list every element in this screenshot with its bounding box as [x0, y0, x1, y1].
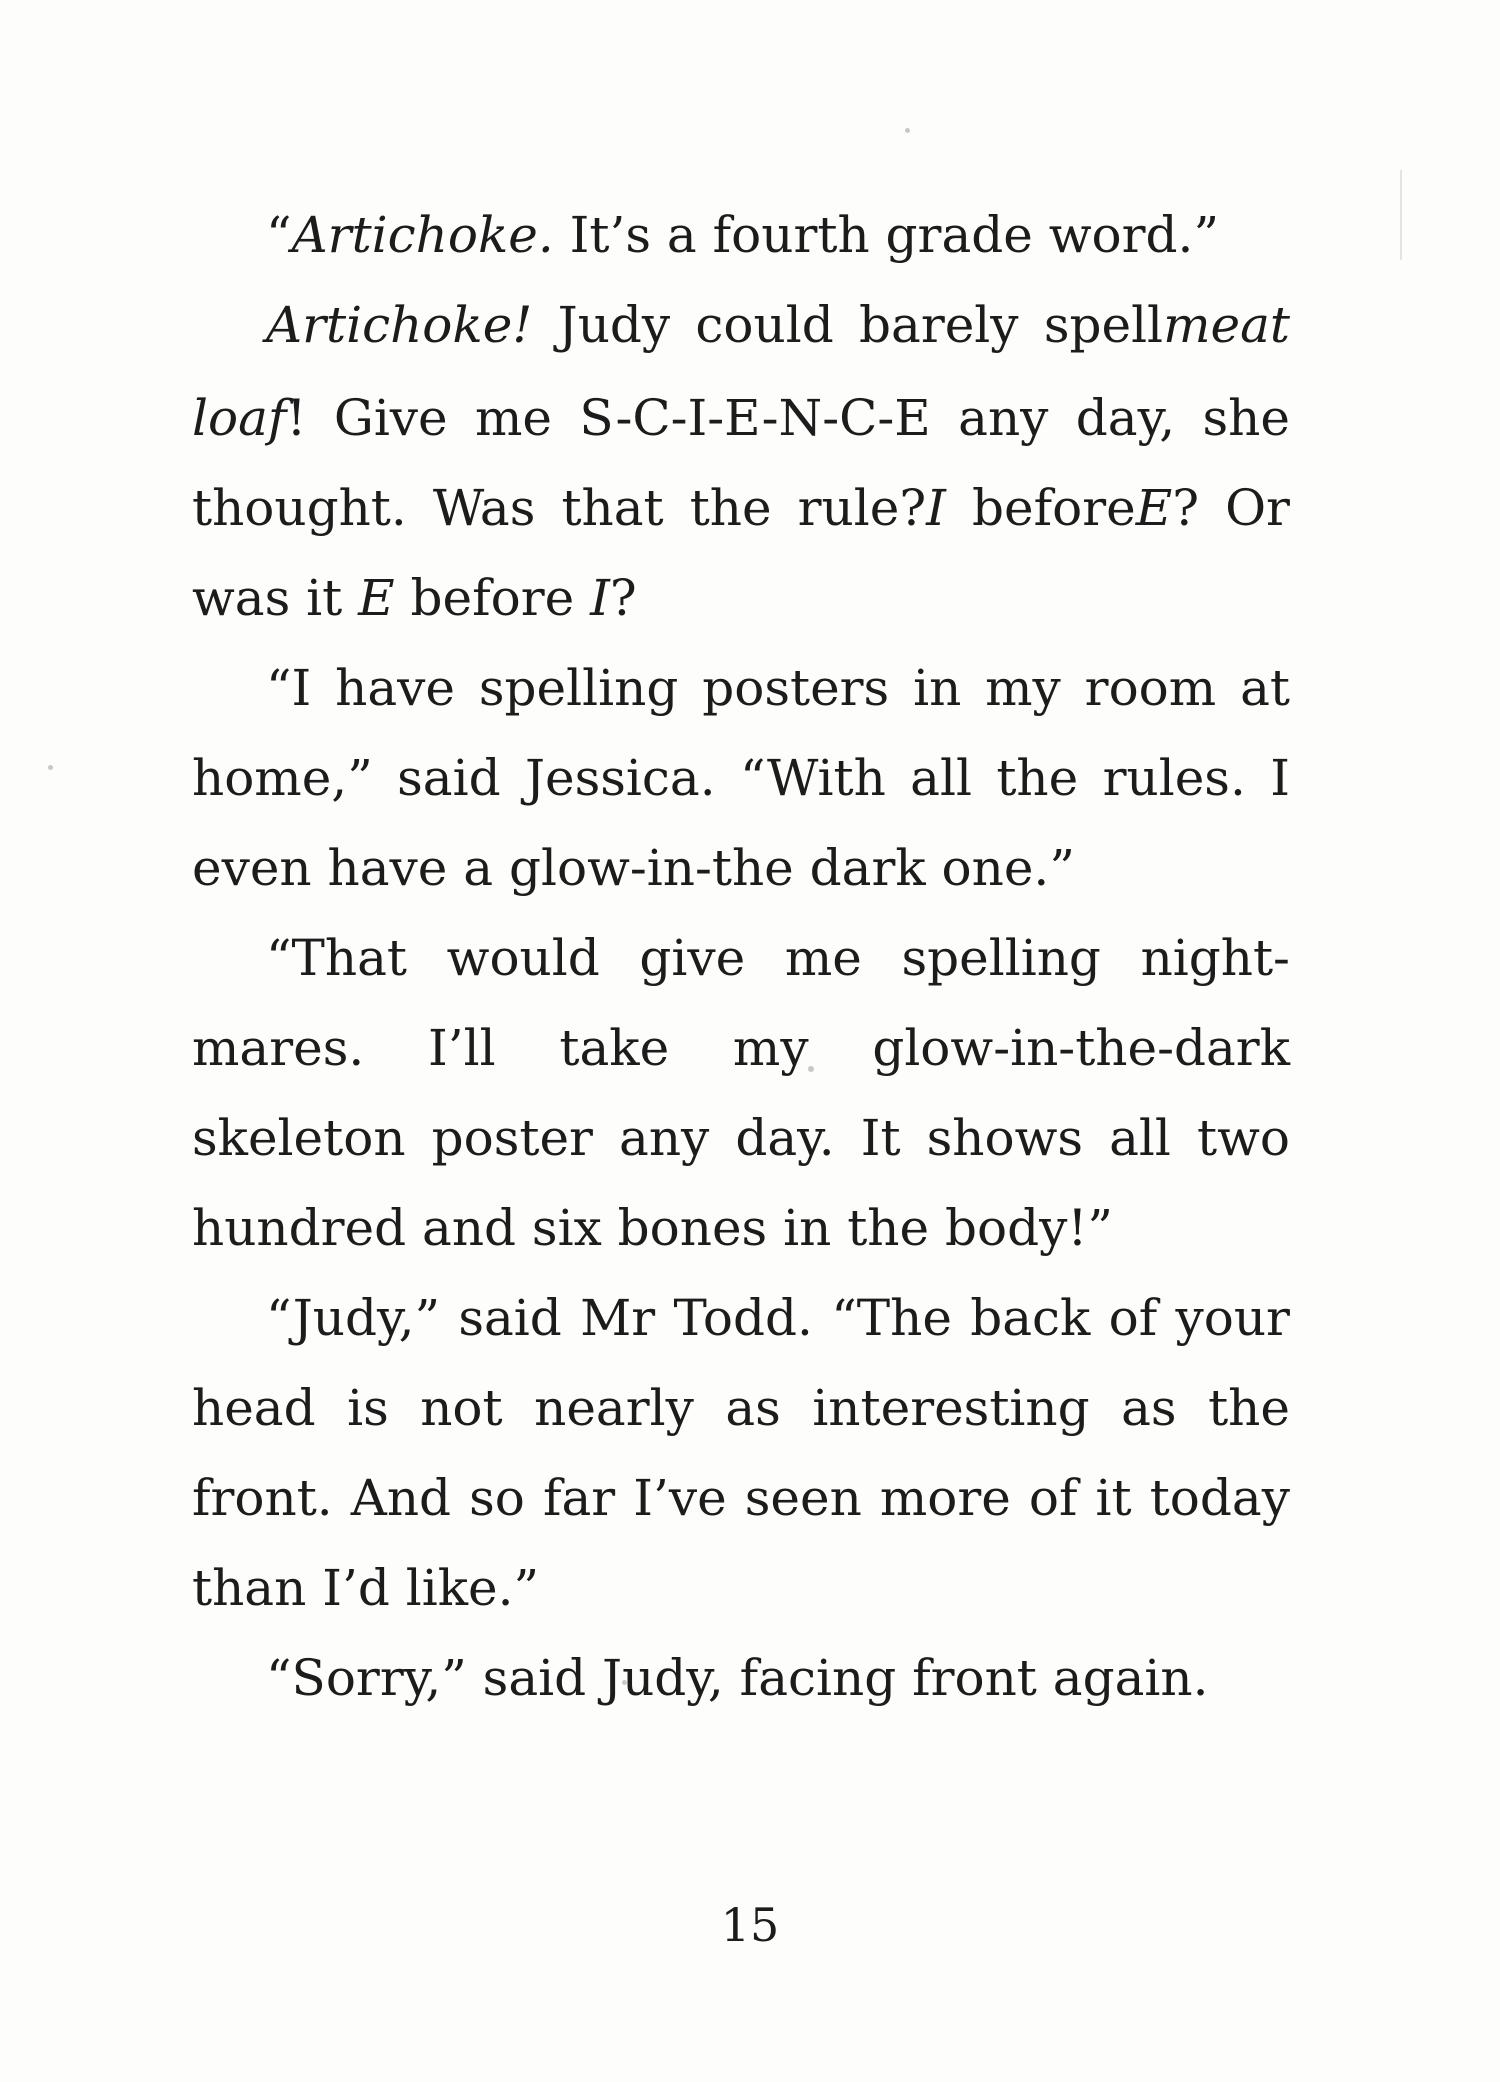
text-line [192, 473, 1290, 543]
word: today [1149, 1469, 1290, 1527]
word: “The [831, 1289, 952, 1347]
word: “Judy,” [266, 1289, 441, 1347]
word: so [469, 1469, 525, 1527]
word: shows [926, 1109, 1084, 1167]
scan-margin-mark [1400, 170, 1402, 260]
word: any [958, 389, 1049, 447]
word: the [1208, 1379, 1290, 1437]
text-run: than I’d like.” [192, 1559, 540, 1617]
word: Was [432, 479, 536, 537]
word: And [350, 1469, 452, 1527]
word: back [970, 1289, 1091, 1347]
word: day, [1075, 389, 1176, 447]
text-line [192, 383, 1290, 453]
word: take [559, 1019, 670, 1077]
text-line [192, 833, 1075, 903]
word: S-C-I-E-N-C-E [579, 389, 931, 447]
word: seen [744, 1469, 862, 1527]
word: my [732, 1019, 809, 1077]
word: of [1028, 1469, 1078, 1527]
word: Jessica. [524, 749, 716, 807]
word: rules. [1102, 749, 1246, 807]
text-run: It’s a fourth grade word.” [553, 206, 1220, 264]
page-number: 15 [720, 1898, 780, 1952]
word: day. [735, 1109, 835, 1167]
word: would [446, 929, 600, 987]
text-line [192, 290, 1290, 360]
italic-text: E [358, 569, 395, 627]
italic-text: I [590, 569, 610, 627]
word: spelling [901, 929, 1101, 987]
text-line [192, 200, 1219, 270]
word: rule?I [797, 479, 946, 537]
word: is [347, 1379, 389, 1437]
text-run: before [394, 569, 591, 627]
word: any [619, 1109, 710, 1167]
word: said [458, 1289, 562, 1347]
text-line [192, 1373, 1290, 1443]
text-run: hundred and six bones in the body!” [192, 1199, 1113, 1257]
word: as [1121, 1379, 1177, 1437]
text-line [192, 653, 1290, 723]
word: I’ve [633, 1469, 727, 1527]
word: two [1196, 1109, 1290, 1167]
word: me [475, 389, 553, 447]
word: “With [740, 749, 886, 807]
text-line [192, 1643, 1209, 1713]
word: home,” [192, 749, 373, 807]
text-line [192, 743, 1290, 813]
word: posters [702, 659, 890, 717]
word: spellmeat [1043, 296, 1290, 354]
word: the [689, 479, 772, 537]
word: could [695, 296, 834, 354]
text-run: “ [266, 206, 292, 264]
word: Judy [557, 296, 671, 354]
word: I’ll [428, 1019, 496, 1077]
word: that [561, 479, 664, 537]
text-line [192, 1553, 539, 1623]
scan-speck [905, 128, 910, 133]
text-line [192, 923, 1290, 993]
word: not [420, 1379, 503, 1437]
word: she [1202, 389, 1290, 447]
word: I [1270, 749, 1290, 807]
word: Mr [580, 1289, 656, 1347]
text-line [192, 1013, 1290, 1083]
word: said [397, 749, 501, 807]
text-line [192, 1103, 1290, 1173]
word: in [913, 659, 962, 717]
text-run: even have a glow-in-the dark one.” [192, 839, 1075, 897]
word: Todd. [673, 1289, 813, 1347]
word: far [542, 1469, 616, 1527]
text-line [192, 1463, 1290, 1533]
word: your [1175, 1289, 1290, 1347]
word: beforeE? [971, 479, 1199, 537]
word: of [1108, 1289, 1158, 1347]
word: my [985, 659, 1061, 717]
word: night- [1140, 929, 1290, 987]
word: skeleton [192, 1109, 406, 1167]
text-run: “Sorry,” said Judy, facing front again. [266, 1649, 1209, 1707]
text-line [192, 1193, 1113, 1263]
italic-text: Artichoke. [291, 206, 554, 264]
text-line [192, 563, 637, 633]
word: me [784, 929, 862, 987]
text-run: was it [192, 569, 359, 627]
text-run: ? [609, 569, 637, 627]
word: front. [192, 1469, 333, 1527]
word: have [335, 659, 456, 717]
word: mares. [192, 1019, 365, 1077]
word: barely [859, 296, 1019, 354]
word: It [860, 1109, 901, 1167]
scan-speck [48, 765, 53, 770]
word: head [192, 1379, 316, 1437]
word: at [1240, 659, 1290, 717]
word: interesting [812, 1379, 1090, 1437]
word: all [910, 749, 972, 807]
word: it [1095, 1469, 1132, 1527]
word: poster [431, 1109, 593, 1167]
word: more [879, 1469, 1011, 1527]
word: room [1084, 659, 1217, 717]
word: the [996, 749, 1079, 807]
word: nearly [534, 1379, 694, 1437]
word: “I [266, 659, 312, 717]
word: all [1109, 1109, 1171, 1167]
word: “That [266, 929, 408, 987]
word: Artichoke! [266, 296, 533, 354]
word: loaf! [192, 389, 307, 447]
word: glow-in-the-dark [872, 1019, 1290, 1077]
text-line [192, 1283, 1290, 1353]
word: give [639, 929, 746, 987]
word: spelling [478, 659, 679, 717]
word: Or [1225, 479, 1290, 537]
word: thought. [192, 479, 407, 537]
word: as [725, 1379, 781, 1437]
word: Give [333, 389, 448, 447]
